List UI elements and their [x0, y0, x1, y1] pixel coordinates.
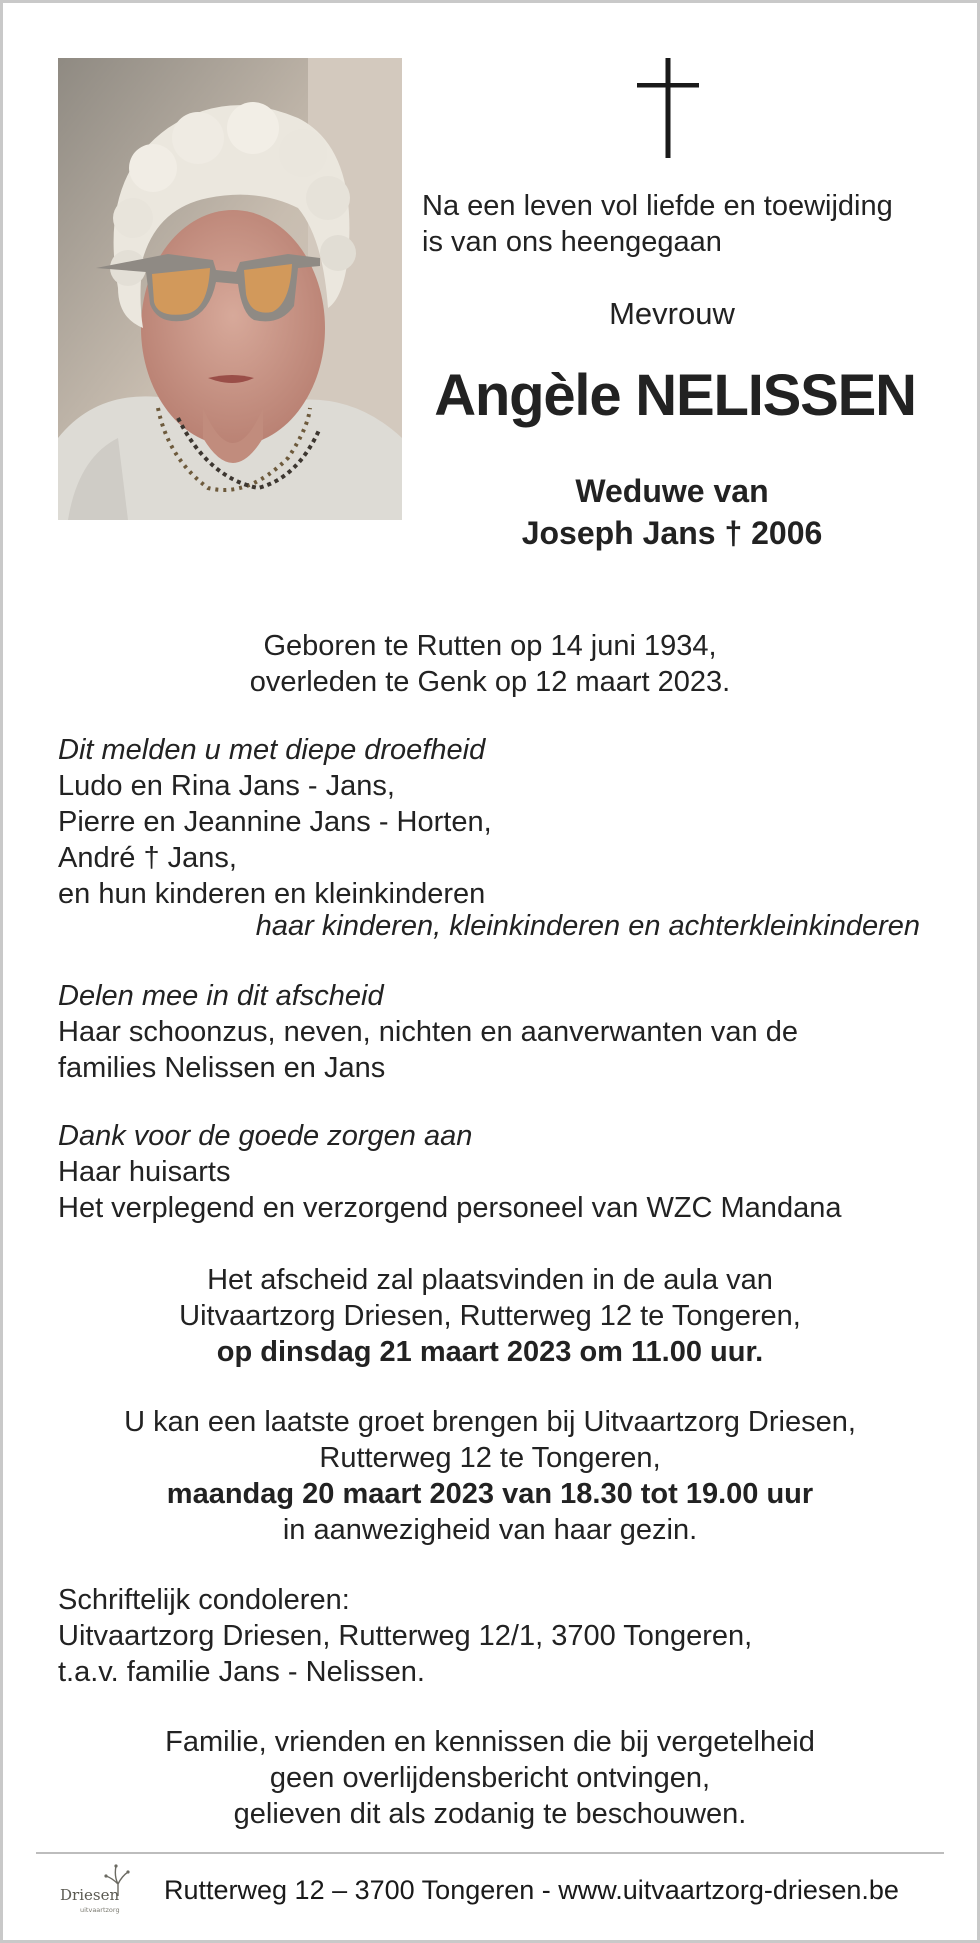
thanks-block	[58, 1118, 841, 1226]
thanks-line: Het verplegend en verzorgend personeel van WZC Mandana	[58, 1192, 842, 1224]
family-block	[58, 732, 492, 912]
condolences-line: t.a.v. familie Jans - Nelissen.	[58, 1656, 425, 1688]
visit-line: U kan een laatste groet brengen bij Uitvaartzorg Driesen,	[124, 1406, 856, 1438]
share-heading: Delen mee in dit afscheid	[58, 980, 384, 1012]
condolences-line: Uitvaartzorg Driesen, Rutterweg 12/1, 3700 Tongeren,	[58, 1620, 753, 1652]
portrait-photo	[58, 58, 402, 520]
family-line: Ludo en Rina Jans - Jans,	[58, 770, 395, 802]
deceased-name: Angèle NELISSEN	[434, 363, 916, 428]
widow-of	[422, 470, 922, 554]
visit-date: maandag 20 maart 2023 van 18.30 tot 19.00 uur	[166, 1478, 814, 1510]
salutation: Mevrouw	[609, 296, 735, 331]
driesen-logo	[58, 1862, 144, 1918]
born-line: Geboren te Rutten op 14 juni 1934,	[263, 630, 717, 662]
family-heading: Dit melden u met diepe droefheid	[58, 734, 486, 766]
farewell-date: op dinsdag 21 maart 2023 om 11.00 uur.	[216, 1336, 764, 1368]
thanks-heading: Dank voor de goede zorgen aan	[58, 1120, 473, 1152]
farewell-line: Het afscheid zal plaatsvinden in de aula van	[207, 1264, 773, 1296]
family-line: Pierre en Jeannine Jans - Horten,	[58, 806, 492, 838]
share-line: Haar schoonzus, neven, nichten en aanverwanten van de	[58, 1016, 798, 1048]
widow-line-1: Weduwe van	[575, 473, 769, 509]
share-line: families Nelissen en Jans	[58, 1052, 386, 1084]
died-line: overleden te Genk op 12 maart 2023.	[249, 666, 731, 698]
birth-death-dates	[140, 628, 840, 700]
thanks-line: Haar huisarts	[58, 1156, 231, 1188]
visit-after: in aanwezigheid van haar gezin.	[282, 1514, 698, 1546]
intro-line-2: is van ons heengegaan	[422, 226, 722, 258]
widow-line-2: Joseph Jans † 2006	[521, 515, 823, 551]
notice-line: geen overlijdensbericht ontvingen,	[269, 1762, 711, 1794]
intro-line-1: Na een leven vol liefde en toewijding	[422, 190, 893, 222]
visit-block	[40, 1404, 940, 1548]
farewell-line: Uitvaartzorg Driesen, Rutterweg 12 te Tongeren,	[179, 1300, 801, 1332]
condolences-heading: Schriftelijk condoleren:	[58, 1584, 350, 1616]
footer-address: Rutterweg 12 – 3700 Tongeren - www.uitvaartzorg-driesen.be	[164, 1875, 899, 1905]
family-signature: haar kinderen, kleinkinderen en achterkleinkinderen	[255, 910, 920, 942]
visit-line: Rutterweg 12 te Tongeren,	[319, 1442, 661, 1474]
family-line: en hun kinderen en kleinkinderen	[58, 878, 486, 910]
family-line: André † Jans,	[58, 842, 237, 874]
svg-text:Driesen: Driesen	[60, 1886, 120, 1904]
notice-line: Familie, vrienden en kennissen die bij vergetelheid	[165, 1726, 815, 1758]
share-block	[58, 978, 798, 1086]
farewell-block	[40, 1262, 940, 1370]
notice-block	[40, 1724, 940, 1832]
intro-text	[422, 188, 942, 260]
cross-icon	[637, 58, 699, 158]
notice-line: gelieven dit als zodanig te beschouwen.	[233, 1798, 747, 1830]
svg-text:uitvaartzorg: uitvaartzorg	[80, 1906, 120, 1914]
footer-divider	[36, 1852, 944, 1854]
condolences-block	[58, 1582, 752, 1690]
